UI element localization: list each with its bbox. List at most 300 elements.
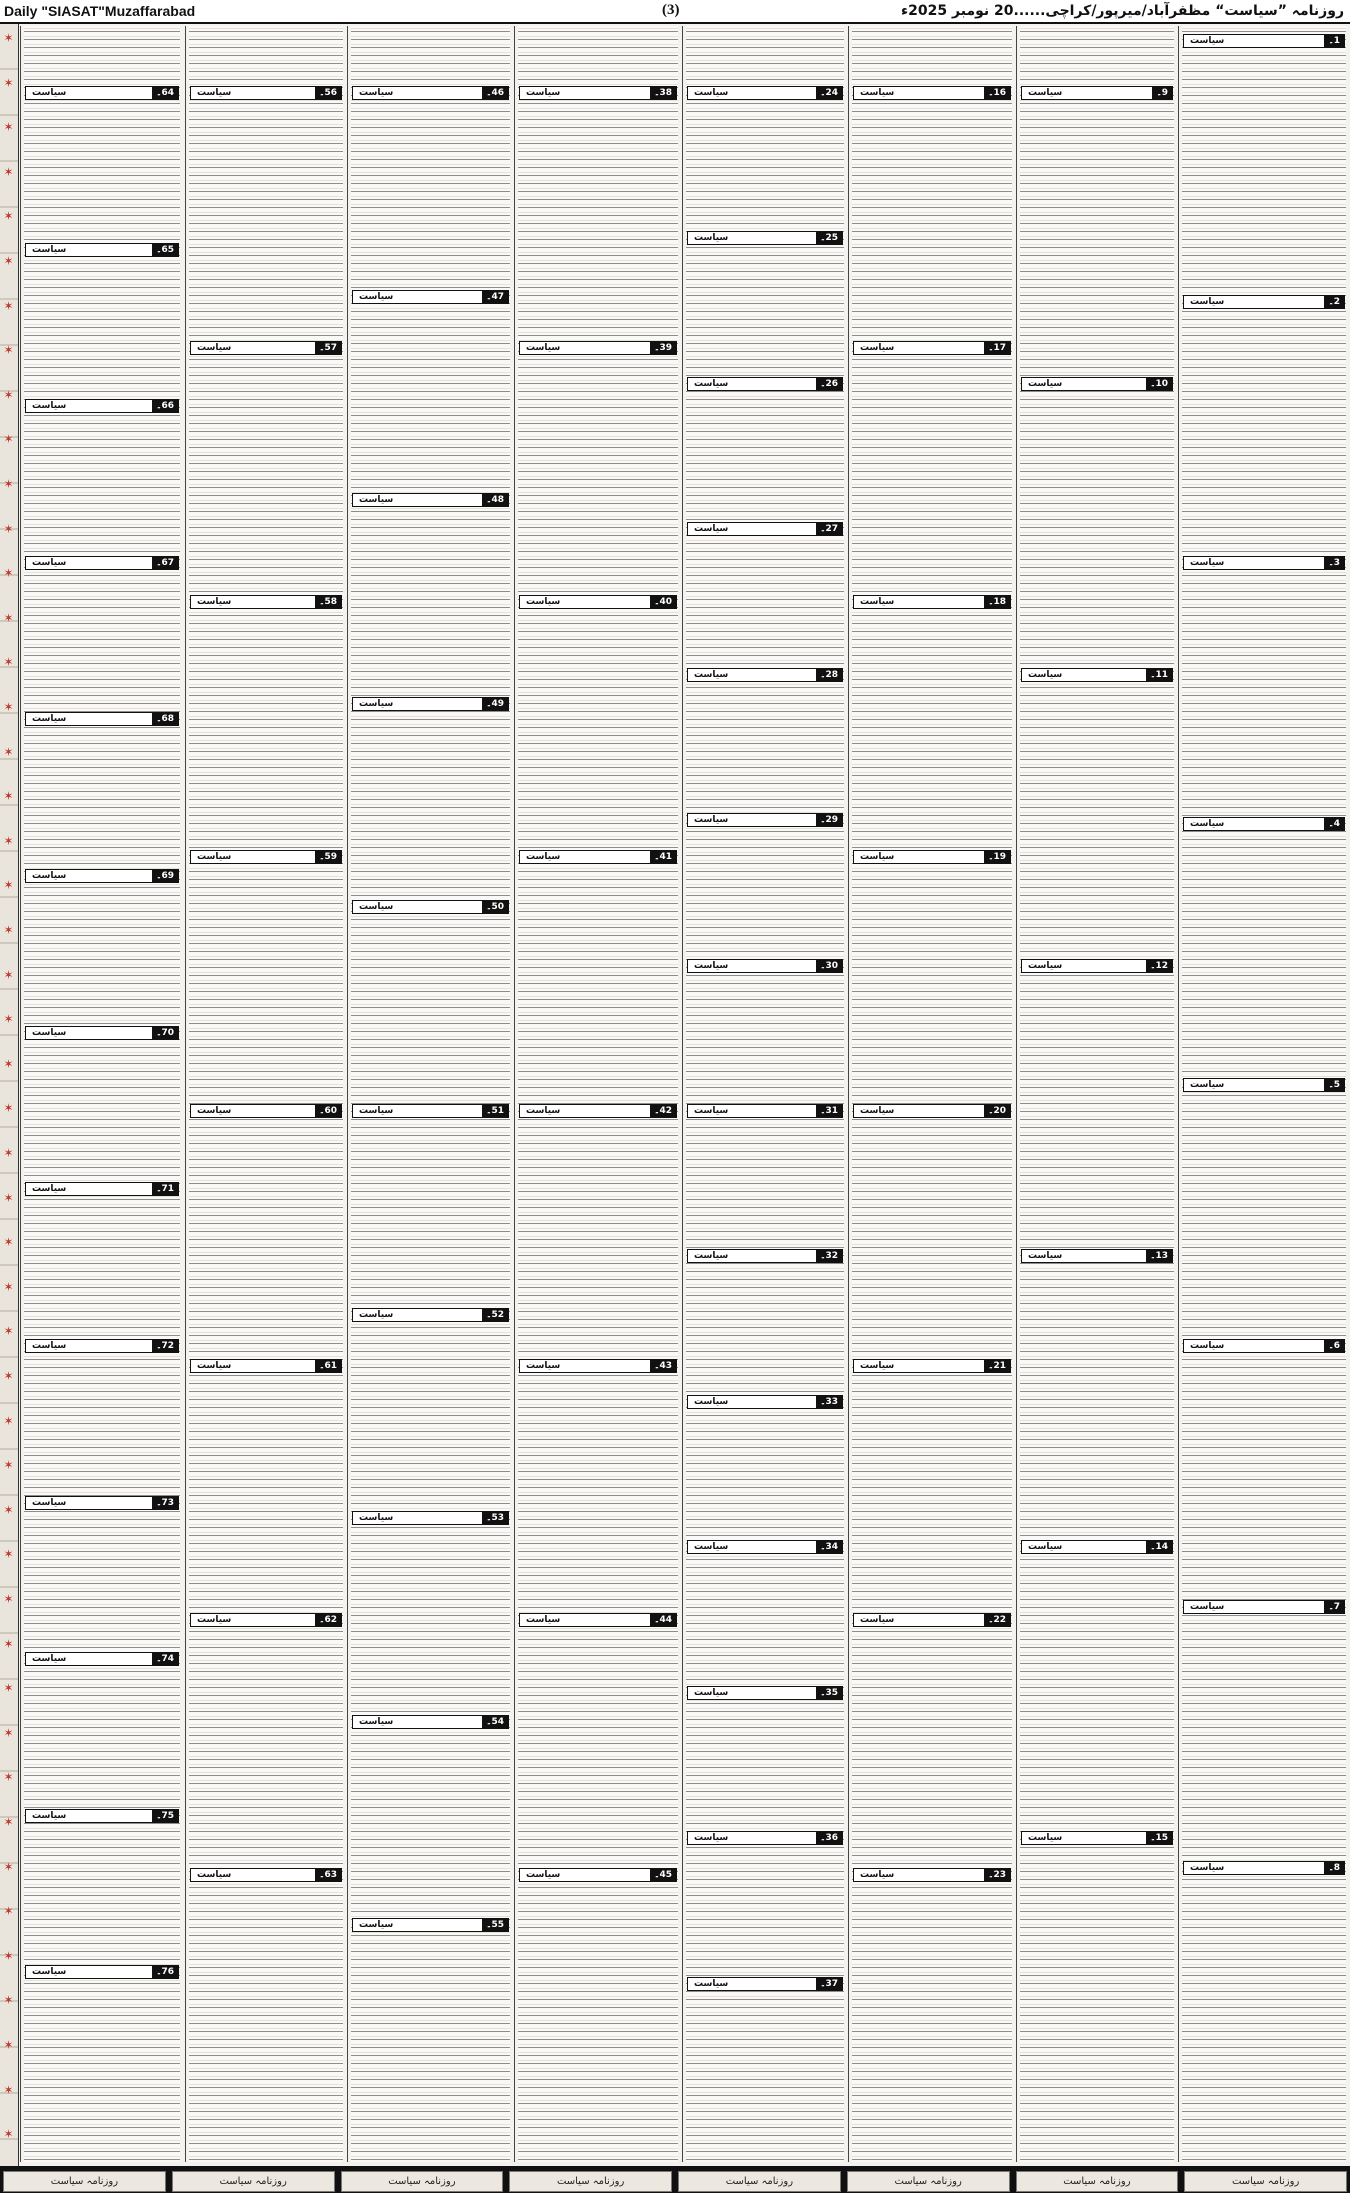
item-brand: سیاست <box>526 1361 561 1371</box>
item-brand: سیاست <box>359 902 394 912</box>
item-number: 40۔ <box>650 596 676 608</box>
item-header <box>519 341 677 355</box>
item-header <box>519 1868 677 1882</box>
item-number: 73۔ <box>152 1497 178 1509</box>
item-brand: سیاست <box>694 1688 729 1698</box>
star-icon: ✶ <box>3 1948 14 1963</box>
item-brand: سیاست <box>359 1717 394 1727</box>
item-number: 5۔ <box>1324 1079 1344 1091</box>
item-brand: سیاست <box>1028 1542 1063 1552</box>
item-header <box>687 1104 843 1118</box>
star-icon: ✶ <box>3 1146 14 1160</box>
item-brand: سیاست <box>1028 961 1063 971</box>
item-header <box>1183 1861 1345 1875</box>
item-brand: سیاست <box>32 1811 67 1821</box>
item-number: 64۔ <box>152 87 178 99</box>
item-number: 49۔ <box>482 698 508 710</box>
item-brand: سیاست <box>694 1542 729 1552</box>
item-number: 32۔ <box>816 1250 842 1262</box>
star-icon: ✶ <box>3 1279 14 1294</box>
item-header <box>1183 817 1345 831</box>
star-icon: ✶ <box>3 1859 14 1874</box>
item-brand: سیاست <box>694 524 729 534</box>
item-brand: سیاست <box>860 1870 895 1880</box>
item-header <box>687 668 843 682</box>
item-number: 12۔ <box>1146 960 1172 972</box>
item-header <box>687 1831 843 1845</box>
item-header <box>1021 668 1173 682</box>
item-header <box>853 341 1011 355</box>
item-header <box>687 1977 843 1991</box>
item-number: 26۔ <box>816 378 842 390</box>
item-header <box>687 522 843 536</box>
star-icon: ✶ <box>3 878 14 893</box>
bottom-ad-strip <box>0 2166 1350 2193</box>
item-header <box>352 1715 509 1729</box>
item-number: 33۔ <box>816 1396 842 1408</box>
star-icon: ✶ <box>3 700 14 714</box>
item-header <box>853 1868 1011 1882</box>
item-brand: سیاست <box>694 1106 729 1116</box>
star-icon: ✶ <box>3 923 14 937</box>
column <box>1178 26 1349 2162</box>
item-brand: سیاست <box>32 1341 67 1351</box>
item-header <box>687 1249 843 1263</box>
item-brand: سیاست <box>860 1106 895 1116</box>
item-number: 48۔ <box>482 494 508 506</box>
item-brand: سیاست <box>359 88 394 98</box>
masthead-right-title: روزنامہ ”سیاست“ مظفرآباد/میرپور/کراچی......20 نومبر 2025ء <box>901 3 1344 19</box>
item-number: 28۔ <box>816 669 842 681</box>
item-brand: سیاست <box>32 1498 67 1508</box>
star-icon: ✶ <box>3 1502 14 1517</box>
item-brand: سیاست <box>1190 819 1225 829</box>
item-header <box>687 86 843 100</box>
item-number: 61۔ <box>315 1360 341 1372</box>
item-brand: سیاست <box>197 852 232 862</box>
item-number: 36۔ <box>816 1832 842 1844</box>
item-brand: سیاست <box>32 401 67 411</box>
star-icon: ✶ <box>3 477 14 491</box>
item-header <box>352 86 509 100</box>
item-brand: سیاست <box>32 1967 67 1977</box>
item-header <box>25 86 179 100</box>
item-number: 68۔ <box>152 713 178 725</box>
item-number: 75۔ <box>152 1810 178 1822</box>
item-number: 53۔ <box>482 1512 508 1524</box>
item-brand: سیاست <box>694 233 729 243</box>
bottom-ad: روزنامہ سیاست <box>341 2171 504 2192</box>
item-number: 17۔ <box>984 342 1010 354</box>
item-number: 37۔ <box>816 1978 842 1990</box>
item-number: 1۔ <box>1324 35 1344 47</box>
star-icon: ✶ <box>3 1190 14 1205</box>
star-icon: ✶ <box>3 343 14 358</box>
star-icon: ✶ <box>3 1012 14 1027</box>
item-header <box>687 959 843 973</box>
item-header <box>25 1339 179 1353</box>
star-icon: ✶ <box>3 566 14 581</box>
item-brand: سیاست <box>359 1310 394 1320</box>
item-brand: سیاست <box>1190 1863 1225 1873</box>
item-brand: سیاست <box>860 88 895 98</box>
star-icon: ✶ <box>3 1235 14 1250</box>
item-number: 13۔ <box>1146 1250 1172 1262</box>
item-number: 30۔ <box>816 960 842 972</box>
item-number: 52۔ <box>482 1309 508 1321</box>
bottom-ad: روزنامہ سیاست <box>1184 2171 1347 2192</box>
item-number: 46۔ <box>482 87 508 99</box>
item-brand: سیاست <box>526 1615 561 1625</box>
item-header <box>519 595 677 609</box>
item-brand: سیاست <box>359 292 394 302</box>
item-header <box>1183 295 1345 309</box>
item-brand: سیاست <box>694 379 729 389</box>
item-header <box>1183 1078 1345 1092</box>
item-number: 59۔ <box>315 851 341 863</box>
item-brand: سیاست <box>526 88 561 98</box>
column-text-lines <box>24 26 180 2162</box>
column-text-lines <box>351 26 510 2162</box>
item-brand: سیاست <box>526 597 561 607</box>
item-number: 27۔ <box>816 523 842 535</box>
star-icon: ✶ <box>3 1904 14 1919</box>
item-number: 54۔ <box>482 1716 508 1728</box>
star-icon: ✶ <box>3 1547 14 1562</box>
item-brand: سیاست <box>32 1654 67 1664</box>
item-brand: سیاست <box>694 1397 729 1407</box>
star-icon: ✶ <box>3 1369 14 1383</box>
item-header <box>1021 1249 1173 1263</box>
item-number: 65۔ <box>152 244 178 256</box>
star-icon: ✶ <box>3 1993 14 2008</box>
item-header <box>519 1104 677 1118</box>
item-number: 19۔ <box>984 851 1010 863</box>
page-number: (3) <box>662 2 680 18</box>
item-header <box>1183 34 1345 48</box>
item-number: 55۔ <box>482 1919 508 1931</box>
item-brand: سیاست <box>197 1615 232 1625</box>
item-number: 43۔ <box>650 1360 676 1372</box>
bottom-ad: روزنامہ سیاست <box>1016 2171 1179 2192</box>
item-header <box>190 1359 342 1373</box>
item-header <box>352 1308 509 1322</box>
item-brand: سیاست <box>359 495 394 505</box>
item-brand: سیاست <box>197 597 232 607</box>
item-header <box>190 341 342 355</box>
star-icon: ✶ <box>3 610 14 625</box>
column <box>848 26 1015 2162</box>
item-number: 67۔ <box>152 557 178 569</box>
item-number: 76۔ <box>152 1966 178 1978</box>
item-number: 9۔ <box>1152 87 1172 99</box>
item-header <box>352 290 509 304</box>
item-number: 23۔ <box>984 1869 1010 1881</box>
item-header <box>519 1359 677 1373</box>
item-header <box>190 1104 342 1118</box>
item-header <box>1021 1831 1173 1845</box>
masthead-left-title: Daily "SIASAT"Muzaffarabad <box>4 3 196 19</box>
item-brand: سیاست <box>197 88 232 98</box>
item-brand: سیاست <box>526 343 561 353</box>
item-number: 25۔ <box>816 232 842 244</box>
star-icon: ✶ <box>3 254 14 268</box>
item-brand: سیاست <box>197 343 232 353</box>
item-number: 15۔ <box>1146 1832 1172 1844</box>
column-text-lines <box>1182 26 1346 2162</box>
item-number: 24۔ <box>816 87 842 99</box>
item-brand: سیاست <box>860 852 895 862</box>
item-header <box>853 86 1011 100</box>
item-number: 45۔ <box>650 1869 676 1881</box>
item-header <box>519 1613 677 1627</box>
item-number: 72۔ <box>152 1340 178 1352</box>
item-number: 39۔ <box>650 342 676 354</box>
star-icon: ✶ <box>3 1592 14 1606</box>
bottom-ad: روزنامہ سیاست <box>847 2171 1010 2192</box>
star-icon: ✶ <box>3 1101 14 1116</box>
item-number: 71۔ <box>152 1183 178 1195</box>
item-header <box>1183 1600 1345 1614</box>
item-number: 31۔ <box>816 1105 842 1117</box>
item-number: 22۔ <box>984 1614 1010 1626</box>
item-header <box>190 595 342 609</box>
item-header <box>853 595 1011 609</box>
item-number: 21۔ <box>984 1360 1010 1372</box>
star-icon: ✶ <box>3 209 14 224</box>
item-header <box>853 1104 1011 1118</box>
item-brand: سیاست <box>694 815 729 825</box>
item-header <box>25 399 179 413</box>
item-number: 4۔ <box>1324 818 1344 830</box>
star-icon: ✶ <box>3 1770 14 1785</box>
item-number: 70۔ <box>152 1027 178 1039</box>
item-brand: سیاست <box>526 852 561 862</box>
item-number: 51۔ <box>482 1105 508 1117</box>
star-icon: ✶ <box>3 2038 14 2052</box>
star-icon: ✶ <box>3 967 14 982</box>
item-header <box>25 869 179 883</box>
bottom-ad: روزنامہ سیاست <box>509 2171 672 2192</box>
item-header <box>352 493 509 507</box>
item-header <box>519 86 677 100</box>
star-icon: ✶ <box>3 75 14 90</box>
star-icon: ✶ <box>3 655 14 670</box>
column <box>347 26 513 2162</box>
bottom-ad: روزنامہ سیاست <box>3 2171 166 2192</box>
item-number: 16۔ <box>984 87 1010 99</box>
item-header <box>190 1868 342 1882</box>
item-number: 74۔ <box>152 1653 178 1665</box>
item-header <box>687 813 843 827</box>
item-number: 7۔ <box>1324 1601 1344 1613</box>
item-header <box>25 556 179 570</box>
item-number: 18۔ <box>984 596 1010 608</box>
item-header <box>352 1511 509 1525</box>
item-number: 10۔ <box>1146 378 1172 390</box>
item-brand: سیاست <box>32 558 67 568</box>
item-number: 56۔ <box>315 87 341 99</box>
item-brand: سیاست <box>1028 1251 1063 1261</box>
item-header <box>1183 556 1345 570</box>
column <box>514 26 681 2162</box>
item-brand: سیاست <box>1028 670 1063 680</box>
column <box>682 26 847 2162</box>
left-ad-strip <box>0 24 19 2166</box>
item-brand: سیاست <box>32 871 67 881</box>
item-number: 47۔ <box>482 291 508 303</box>
item-header <box>687 231 843 245</box>
star-icon: ✶ <box>3 387 14 402</box>
star-icon: ✶ <box>3 120 14 135</box>
item-number: 6۔ <box>1324 1340 1344 1352</box>
column <box>185 26 346 2162</box>
star-icon: ✶ <box>3 432 14 447</box>
item-brand: سیاست <box>1028 1833 1063 1843</box>
item-header <box>190 86 342 100</box>
item-header <box>190 1613 342 1627</box>
item-brand: سیاست <box>694 1251 729 1261</box>
item-brand: سیاست <box>197 1106 232 1116</box>
item-number: 20۔ <box>984 1105 1010 1117</box>
item-header <box>25 712 179 726</box>
item-number: 41۔ <box>650 851 676 863</box>
star-icon: ✶ <box>3 521 14 536</box>
item-brand: سیاست <box>1190 558 1225 568</box>
item-brand: سیاست <box>860 597 895 607</box>
star-icon: ✶ <box>3 1681 14 1696</box>
star-icon: ✶ <box>3 298 14 313</box>
item-header <box>352 900 509 914</box>
item-brand: سیاست <box>1190 1602 1225 1612</box>
item-header <box>25 243 179 257</box>
item-brand: سیاست <box>32 1184 67 1194</box>
item-brand: سیاست <box>359 1513 394 1523</box>
item-header <box>352 1104 509 1118</box>
item-header <box>25 1496 179 1510</box>
item-brand: سیاست <box>197 1870 232 1880</box>
star-icon: ✶ <box>3 1636 14 1651</box>
item-number: 14۔ <box>1146 1541 1172 1553</box>
item-header <box>1021 959 1173 973</box>
item-number: 58۔ <box>315 596 341 608</box>
item-number: 35۔ <box>816 1687 842 1699</box>
item-brand: سیاست <box>526 1870 561 1880</box>
masthead <box>0 0 1350 24</box>
item-brand: سیاست <box>694 1979 729 1989</box>
item-header <box>190 850 342 864</box>
item-brand: سیاست <box>694 88 729 98</box>
item-header <box>352 697 509 711</box>
item-header <box>687 377 843 391</box>
item-number: 8۔ <box>1324 1862 1344 1874</box>
item-brand: سیاست <box>32 1028 67 1038</box>
item-brand: سیاست <box>1190 1341 1225 1351</box>
star-icon: ✶ <box>3 744 14 759</box>
item-brand: سیاست <box>694 670 729 680</box>
star-icon: ✶ <box>3 2127 14 2142</box>
star-icon: ✶ <box>3 1725 14 1740</box>
item-brand: سیاست <box>526 1106 561 1116</box>
item-brand: سیاست <box>694 961 729 971</box>
item-header <box>1021 1540 1173 1554</box>
item-brand: سیاست <box>359 699 394 709</box>
item-brand: سیاست <box>1190 297 1225 307</box>
item-header <box>352 1918 509 1932</box>
item-brand: سیاست <box>1028 88 1063 98</box>
item-header <box>1021 377 1173 391</box>
item-header <box>687 1686 843 1700</box>
item-header <box>853 1359 1011 1373</box>
item-header <box>1021 86 1173 100</box>
item-brand: سیاست <box>359 1106 394 1116</box>
item-number: 60۔ <box>315 1105 341 1117</box>
item-number: 38۔ <box>650 87 676 99</box>
item-brand: سیاست <box>32 245 67 255</box>
item-header <box>25 1182 179 1196</box>
item-number: 63۔ <box>315 1869 341 1881</box>
column <box>1016 26 1177 2162</box>
item-number: 66۔ <box>152 400 178 412</box>
column <box>20 26 183 2162</box>
item-brand: سیاست <box>1190 1080 1225 1090</box>
item-number: 44۔ <box>650 1614 676 1626</box>
item-number: 50۔ <box>482 901 508 913</box>
item-brand: سیاست <box>359 1920 394 1930</box>
item-header <box>25 1026 179 1040</box>
item-header <box>1183 1339 1345 1353</box>
star-icon: ✶ <box>3 833 14 848</box>
star-icon: ✶ <box>3 31 14 45</box>
item-number: 11۔ <box>1146 669 1172 681</box>
item-number: 3۔ <box>1324 557 1344 569</box>
item-number: 62۔ <box>315 1614 341 1626</box>
item-header <box>519 850 677 864</box>
item-number: 42۔ <box>650 1105 676 1117</box>
star-icon: ✶ <box>3 1324 14 1339</box>
star-icon: ✶ <box>3 789 14 804</box>
item-header <box>25 1965 179 1979</box>
item-brand: سیاست <box>860 1361 895 1371</box>
item-header <box>25 1652 179 1666</box>
item-number: 57۔ <box>315 342 341 354</box>
star-icon: ✶ <box>3 2082 14 2097</box>
bottom-ad: روزنامہ سیاست <box>678 2171 841 2192</box>
item-brand: سیاست <box>860 1615 895 1625</box>
item-brand: سیاست <box>1028 379 1063 389</box>
item-number: 29۔ <box>816 814 842 826</box>
item-brand: سیاست <box>694 1833 729 1843</box>
item-header <box>687 1395 843 1409</box>
item-brand: سیاست <box>32 88 67 98</box>
star-icon: ✶ <box>3 1056 14 1071</box>
item-header <box>25 1809 179 1823</box>
item-number: 2۔ <box>1324 296 1344 308</box>
item-brand: سیاست <box>32 714 67 724</box>
bottom-ad: روزنامہ سیاست <box>172 2171 335 2192</box>
item-brand: سیاست <box>197 1361 232 1371</box>
star-icon: ✶ <box>3 1413 14 1428</box>
star-icon: ✶ <box>3 1458 14 1473</box>
star-icon: ✶ <box>3 164 14 179</box>
item-header <box>853 850 1011 864</box>
item-header <box>853 1613 1011 1627</box>
item-brand: سیاست <box>1190 36 1225 46</box>
item-number: 69۔ <box>152 870 178 882</box>
item-number: 34۔ <box>816 1541 842 1553</box>
star-icon: ✶ <box>3 1815 14 1829</box>
item-header <box>687 1540 843 1554</box>
